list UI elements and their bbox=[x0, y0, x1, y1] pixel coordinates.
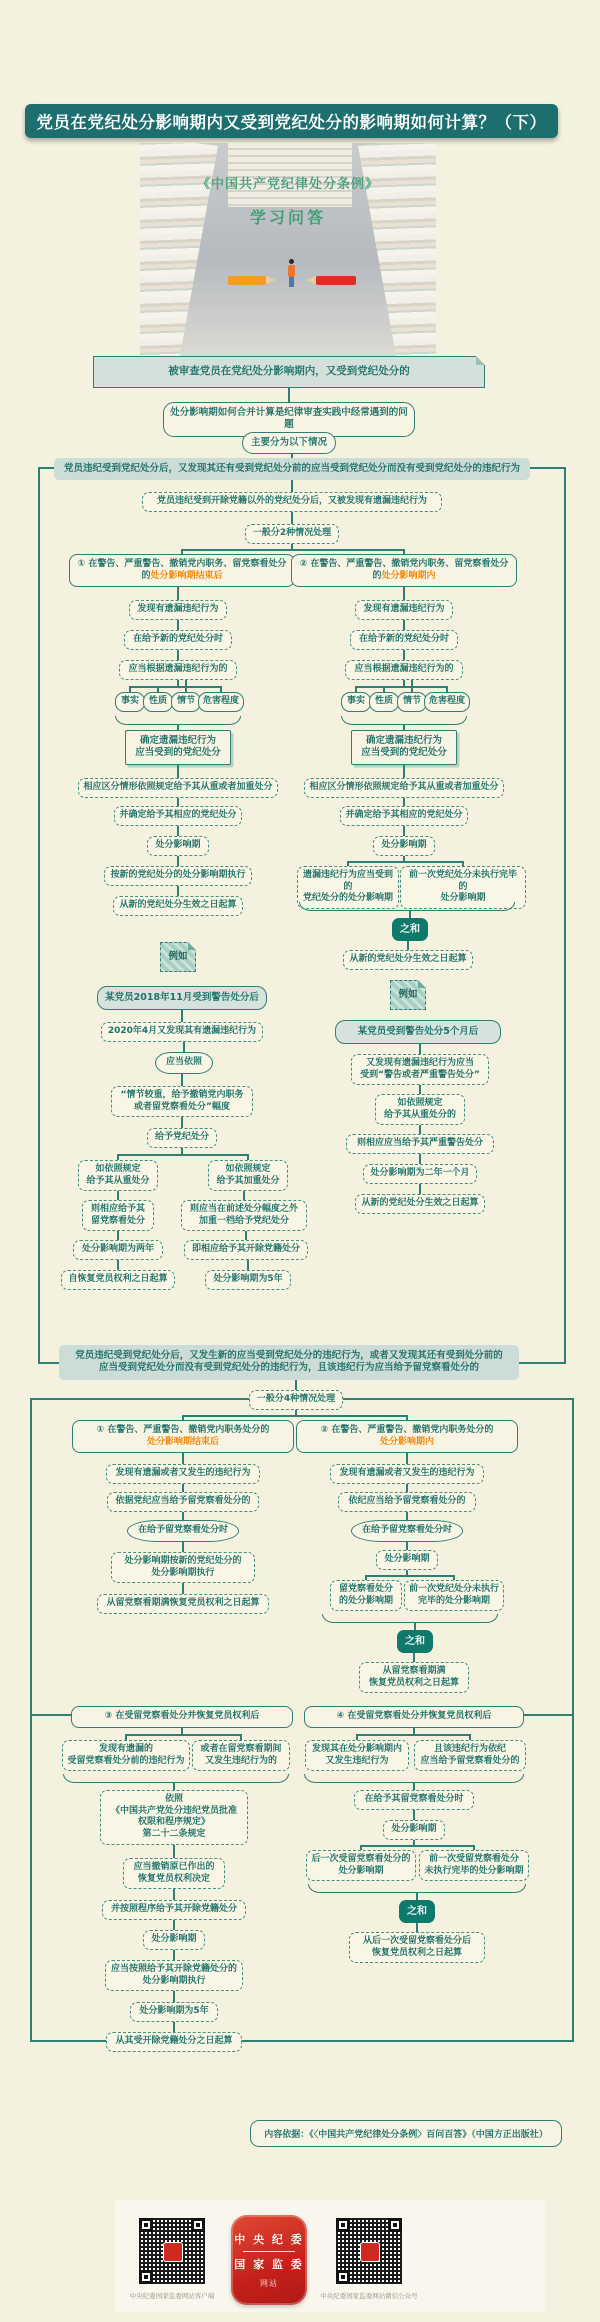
connector bbox=[403, 620, 405, 630]
flow-node-R13: 处分影响期为二年一个月 bbox=[363, 1164, 477, 1184]
flow-node-Rbr bbox=[341, 716, 467, 725]
flow-node-R8: 从新的党纪处分生效之日起算 bbox=[343, 950, 473, 970]
flow-node-h1: 党员违纪受到党纪处分后，又发现其还有受到党纪处分前的应当受到党纪处分而没有受到党纪处分的违纪行为 bbox=[54, 458, 530, 480]
flow-node-L15a: 则相应给予其 留党察看处分 bbox=[82, 1200, 154, 1231]
qr-center-logo bbox=[360, 2242, 380, 2262]
connector bbox=[177, 620, 179, 630]
bracket-line bbox=[519, 1362, 565, 1364]
flow-node-L10: 2020年4月又发现其有遗漏违纪行为 bbox=[101, 1022, 263, 1042]
connector bbox=[173, 1889, 175, 1900]
flow-node-M1: 发现有遗漏或者又发生的违纪行为 bbox=[106, 1464, 260, 1484]
flow-node-L16a: 处分影响期为两年 bbox=[73, 1240, 163, 1260]
connector bbox=[177, 587, 179, 600]
qr-left-caption: 中央纪委国家监委网站客户端 bbox=[129, 2292, 215, 2300]
bracket-line bbox=[38, 1362, 60, 1364]
flow-node-Psum: 之和 bbox=[399, 1900, 435, 1923]
flow-node-Rp3: 情节 bbox=[397, 692, 427, 712]
flow-node-Rbr2 bbox=[299, 902, 515, 911]
flow-node-M4: 处分影响期按新的党纪处分的 处分影响期执行 bbox=[111, 1552, 255, 1583]
connector bbox=[403, 765, 405, 778]
flow-node-O1b: 或者在留党察看期间 又发生违纪行为的 bbox=[192, 1740, 290, 1771]
flow-node-L16b: 即相应给予其开除党籍处分 bbox=[184, 1240, 308, 1260]
connector bbox=[419, 1184, 421, 1194]
connector bbox=[125, 1734, 183, 1736]
qr-center-logo bbox=[163, 2242, 183, 2262]
connector bbox=[413, 1734, 471, 1736]
ccdi-badge bbox=[231, 2215, 307, 2305]
bracket-line bbox=[342, 1398, 573, 1400]
connector bbox=[416, 1893, 418, 1900]
connector bbox=[173, 1991, 175, 2002]
connector bbox=[177, 686, 222, 688]
flow-node-L17b: 处分影响期为5年 bbox=[205, 1270, 291, 1290]
flow-node-P2: 在给予其留党察看处分时 bbox=[354, 1790, 474, 1810]
flow-node-Ls: 确定遗漏违纪行为 应当受到的党纪处分 bbox=[125, 730, 231, 765]
qr-code-app bbox=[139, 2218, 205, 2284]
connector bbox=[181, 1074, 183, 1086]
connector bbox=[177, 826, 179, 836]
flow-node-L9: 某党员2018年11月受到警告处分后 bbox=[97, 986, 267, 1010]
flow-node-c2: ② 在警告、严重警告、撤销党内职务处分的 处分影响期内 bbox=[296, 1420, 518, 1453]
connector bbox=[291, 480, 293, 492]
flow-node-L1: 发现有遗漏违纪行为 bbox=[129, 600, 227, 620]
flow-node-L17a: 自恢复党员权利之日起算 bbox=[61, 1270, 175, 1290]
connector bbox=[419, 1044, 421, 1054]
flow-node-Obr bbox=[63, 1774, 289, 1783]
flow-node-Rn: 例如 bbox=[390, 980, 426, 1010]
connector bbox=[416, 1923, 418, 1932]
flow-node-L14b: 如依照规定 给予其加重处分 bbox=[208, 1160, 288, 1191]
connector bbox=[245, 1231, 247, 1240]
connector bbox=[182, 1484, 184, 1492]
connector bbox=[419, 1125, 421, 1134]
flow-node-O1a: 发现有遗漏的 受留党察看处分前的违纪行为 bbox=[62, 1740, 190, 1771]
connector bbox=[383, 686, 405, 688]
connector bbox=[291, 512, 293, 524]
flow-node-L14a: 如依照规定 给予其从重处分 bbox=[78, 1160, 158, 1191]
flow-node-i2: 处分影响期如何合并计算是纪律审查实践中经常遇到的问题 bbox=[163, 402, 415, 437]
bracket-line bbox=[564, 467, 566, 1364]
flow-node-R12: 则相应应当给予其严重警告处分 bbox=[346, 1134, 494, 1154]
connector bbox=[173, 2022, 175, 2032]
connector bbox=[403, 686, 448, 688]
flow-node-R5: 并确定给予其相应的党纪处分 bbox=[340, 806, 468, 826]
flow-node-R2: 在给予新的党纪处分时 bbox=[350, 630, 458, 650]
flow-node-P4b: 前一次受留党察看处分 未执行完毕的处分影响期 bbox=[419, 1850, 529, 1881]
bracket-line bbox=[242, 2040, 573, 2042]
connector bbox=[413, 1653, 415, 1662]
flow-node-R14: 从新的党纪处分生效之日起算 bbox=[355, 1194, 485, 1214]
bracket-line bbox=[524, 1714, 573, 1716]
connector bbox=[414, 1623, 416, 1630]
flow-node-R7b: 前一次党纪处分未执行完毕的 处分影响期 bbox=[400, 866, 526, 909]
flow-node-P3: 处分影响期 bbox=[383, 1820, 445, 1840]
bracket-line bbox=[30, 1714, 72, 1716]
flow-node-Lp4: 危害程度 bbox=[198, 692, 244, 712]
connector bbox=[288, 388, 290, 402]
flow-node-Lp3: 情节 bbox=[171, 692, 201, 712]
flow-node-L3: 应当根据遗漏违纪行为的 bbox=[119, 660, 237, 680]
bracket-line bbox=[30, 1398, 32, 2042]
flow-node-Rp2: 性质 bbox=[369, 692, 399, 712]
flow-node-Lbr bbox=[115, 716, 241, 725]
flow-node-N3: 在给予留党察看处分时 bbox=[351, 1520, 463, 1542]
flow-node-O7: 处分影响期为5年 bbox=[130, 2002, 218, 2022]
bracket-line bbox=[530, 467, 565, 469]
flow-node-s1b: 一般分2种情况处理 bbox=[245, 524, 339, 544]
flow-node-P5: 从后一次受留党察看处分后 恢复党员权利之日起算 bbox=[349, 1932, 485, 1963]
photo-subtitle: 学习问答 bbox=[249, 208, 326, 227]
connector bbox=[182, 1415, 297, 1417]
flow-node-N4: 处分影响期 bbox=[376, 1550, 438, 1570]
connector bbox=[181, 1010, 183, 1022]
connector bbox=[243, 1191, 245, 1200]
connector bbox=[413, 1810, 415, 1820]
flow-node-O6: 应当按照给予其开除党籍处分的 处分影响期执行 bbox=[105, 1960, 243, 1991]
flow-node-L8: 从新的党纪处分生效之日起算 bbox=[113, 896, 243, 916]
connector bbox=[183, 1042, 185, 1052]
flow-node-R9: 某党员受到警告处分5个月后 bbox=[335, 1020, 501, 1044]
connector bbox=[295, 1415, 408, 1417]
connector bbox=[177, 765, 179, 778]
connector bbox=[406, 1542, 408, 1550]
badge-line1: 中 央 纪 委 bbox=[234, 2233, 304, 2246]
flow-node-O5: 处分影响期 bbox=[143, 1930, 205, 1950]
flow-node-P1b: 且该违纪行为依纪 应当给予留党察看处分的 bbox=[414, 1740, 526, 1771]
badge-line3: 网站 bbox=[260, 2279, 278, 2288]
flow-node-P1a: 发现其在处分影响期内 又发生违纪行为 bbox=[305, 1740, 409, 1771]
flow-node-O8: 从其受开除党籍处分之日起算 bbox=[106, 2032, 242, 2052]
connector bbox=[403, 826, 405, 836]
flow-node-R11: 如依照规定 给予其从重处分的 bbox=[375, 1094, 465, 1125]
flow-node-h2: 党员违纪受到党纪处分后，又发生新的应当受到党纪处分的违纪行为，或者又发现其还有受到处分前的 应当受到党纪处分而没有受到党纪处分的违纪行为，且该违纪行为应当给予留党察看处分的 bbox=[59, 1345, 519, 1380]
flow-node-M3: 在给予留党察看处分时 bbox=[127, 1520, 239, 1542]
connector bbox=[419, 1154, 421, 1164]
flow-node-R1: 发现有遗漏违纪行为 bbox=[355, 600, 453, 620]
flow-node-Rs: 确定遗漏违纪行为 应当受到的党纪处分 bbox=[351, 730, 457, 765]
flow-node-b1: ① 在警告、严重警告、撤销党内职务、留党察看处分 的处分影响期结束后 bbox=[69, 554, 295, 587]
flow-node-R10: 又发现有遗漏违纪行为应当 受到“警告或者严重警告处分” bbox=[351, 1054, 489, 1085]
flow-node-L12: “情节较重，给予撤销党内职务 或者留党察看处分”幅度 bbox=[111, 1086, 253, 1117]
flow-node-N1: 发现有遗漏或者又发生的违纪行为 bbox=[330, 1464, 484, 1484]
connector bbox=[356, 1734, 415, 1736]
connector bbox=[173, 1920, 175, 1930]
connector bbox=[177, 798, 179, 806]
connector bbox=[181, 1117, 183, 1128]
qr-code-wechat bbox=[336, 2218, 402, 2284]
connector bbox=[247, 1260, 249, 1270]
flow-node-b2: ② 在警告、严重警告、撤销党内职务、留党察看处分 的处分影响期内 bbox=[291, 554, 517, 587]
miniature-figure-icon bbox=[286, 259, 296, 289]
flow-node-M5: 从留党察看期满恢复党员权利之日起算 bbox=[97, 1594, 269, 1614]
flow-node-c4: ④ 在受留党察看处分并恢复党员权利后 bbox=[304, 1706, 524, 1728]
flow-node-Lp1: 事实 bbox=[115, 692, 145, 712]
flow-node-N5b: 前一次党纪处分未执行 完毕的处分影响期 bbox=[404, 1580, 504, 1611]
connector bbox=[182, 1512, 184, 1520]
connector bbox=[365, 1575, 408, 1577]
flow-node-L15b: 则应当在前述处分幅度之外 加重一档给予党纪处分 bbox=[181, 1200, 307, 1231]
flow-node-L2: 在给予新的党纪处分时 bbox=[124, 630, 232, 650]
flow-node-c3: ③ 在受留党察看处分并恢复党员权利后 bbox=[71, 1706, 293, 1728]
connector bbox=[157, 686, 179, 688]
connector bbox=[181, 549, 293, 551]
flow-node-Nbr bbox=[322, 1614, 498, 1623]
flow-node-N5a: 留党察看处分 的处分影响期 bbox=[330, 1580, 402, 1611]
connector bbox=[182, 1453, 184, 1464]
connector bbox=[177, 650, 179, 660]
connector bbox=[182, 1583, 184, 1594]
flow-node-i3: 主要分为以下情况 bbox=[242, 432, 336, 454]
source-reference: 内容依据：《〈中国共产党纪律处分条例〉百问百答》（中国方正出版社） bbox=[250, 2120, 562, 2147]
connector bbox=[117, 1231, 119, 1240]
flow-node-N6: 从留党察看期满 恢复党员权利之日起算 bbox=[359, 1662, 469, 1693]
connector bbox=[413, 1783, 415, 1790]
connector bbox=[403, 650, 405, 660]
connector bbox=[406, 1512, 408, 1520]
connector bbox=[406, 1484, 408, 1492]
flow-node-s2a: 一般分4种情况处理 bbox=[249, 1390, 343, 1410]
connector bbox=[117, 1260, 119, 1270]
flow-node-Ln: 例如 bbox=[160, 942, 196, 972]
connector bbox=[173, 1783, 175, 1790]
connector bbox=[173, 1845, 175, 1858]
flow-node-N2: 依纪应当给予留党察看处分的 bbox=[338, 1492, 476, 1512]
connector bbox=[407, 941, 409, 950]
photo-book-title: 《中国共产党纪律处分条例》 bbox=[196, 177, 379, 192]
connector bbox=[406, 1575, 455, 1577]
connector bbox=[182, 1542, 184, 1552]
connector bbox=[117, 1154, 183, 1156]
flow-node-Rp1: 事实 bbox=[341, 692, 371, 712]
header-photo bbox=[140, 143, 436, 356]
connector bbox=[177, 856, 179, 866]
flow-node-L13: 给予党纪处分 bbox=[147, 1128, 217, 1148]
connector bbox=[181, 1734, 242, 1736]
connector bbox=[403, 798, 405, 806]
flow-node-R6: 处分影响期 bbox=[373, 836, 435, 856]
flow-node-R4: 相应区分情形依照规定给予其从重或者加重处分 bbox=[304, 778, 504, 798]
connector bbox=[413, 1845, 475, 1847]
bracket-line bbox=[38, 467, 40, 1364]
flow-node-R3: 应当根据遗漏违纪行为的 bbox=[345, 660, 463, 680]
red-pencil-icon bbox=[306, 276, 356, 285]
flow-node-Pbr bbox=[304, 1774, 524, 1783]
connector bbox=[419, 1085, 421, 1094]
qr-right-caption: 中央纪委国家监委网站微信公众号 bbox=[320, 2292, 418, 2300]
connector bbox=[295, 1380, 297, 1390]
flow-node-Pbr2 bbox=[308, 1884, 526, 1893]
flow-node-O4: 并按照程序给予其开除党籍处分 bbox=[102, 1900, 246, 1920]
connector bbox=[409, 911, 411, 918]
flow-node-i1: 被审查党员在党纪处分影响期内，又受到党纪处分的 bbox=[93, 356, 485, 388]
orange-pencil-icon bbox=[228, 276, 276, 285]
connector bbox=[173, 1950, 175, 1960]
flow-node-Nsum: 之和 bbox=[397, 1630, 433, 1653]
bracket-line bbox=[38, 467, 55, 469]
connector bbox=[181, 1154, 249, 1156]
connector bbox=[403, 861, 464, 863]
flow-node-L7: 按新的党纪处分的处分影响期执行 bbox=[104, 866, 252, 886]
flow-node-Rsum: 之和 bbox=[392, 918, 428, 941]
flow-node-Lp2: 性质 bbox=[143, 692, 173, 712]
flow-node-L11: 应当依照 bbox=[155, 1052, 213, 1074]
page-title: 党员在党纪处分影响期内又受到党纪处分的影响期如何计算？（下） bbox=[25, 104, 558, 138]
bracket-line bbox=[30, 2040, 107, 2042]
connector bbox=[403, 587, 405, 600]
flow-node-L5: 并确定给予其相应的党纪处分 bbox=[114, 806, 242, 826]
bracket-line bbox=[572, 1398, 574, 2042]
flow-node-M2: 依据党纪应当给予留党察看处分的 bbox=[107, 1492, 259, 1512]
connector bbox=[291, 549, 405, 551]
flow-node-c1: ① 在警告、严重警告、撤销党内职务处分的 处分影响期结束后 bbox=[72, 1420, 294, 1453]
connector bbox=[360, 1845, 415, 1847]
flow-node-R7a: 遗漏违纪行为应当受到的 党纪处分的处分影响期 bbox=[297, 866, 399, 909]
flow-node-O3: 应当撤销原已作出的 恢复党员权利决定 bbox=[123, 1858, 225, 1889]
connector bbox=[177, 886, 179, 896]
connector bbox=[347, 861, 405, 863]
connector bbox=[117, 1191, 119, 1200]
flow-node-s1a: 党员违纪受到开除党籍以外的党纪处分后，又被发现有遗漏违纪行为 bbox=[142, 492, 442, 512]
badge-line2: 国 家 监 委 bbox=[234, 2258, 304, 2271]
flow-node-L4: 相应区分情形依照规定给予其从重或者加重处分 bbox=[78, 778, 278, 798]
bracket-line bbox=[30, 1398, 251, 1400]
flow-node-L6: 处分影响期 bbox=[147, 836, 209, 856]
flow-node-Rp4: 危害程度 bbox=[424, 692, 470, 712]
badge-divider bbox=[243, 2251, 295, 2252]
flow-node-P4a: 后一次受留党察看处分的 处分影响期 bbox=[306, 1850, 416, 1881]
flow-node-O2: 依照 《中国共产党处分违纪党员批准 权限和程序规定》 第二十二条规定 bbox=[100, 1790, 248, 1845]
connector bbox=[406, 1453, 408, 1464]
